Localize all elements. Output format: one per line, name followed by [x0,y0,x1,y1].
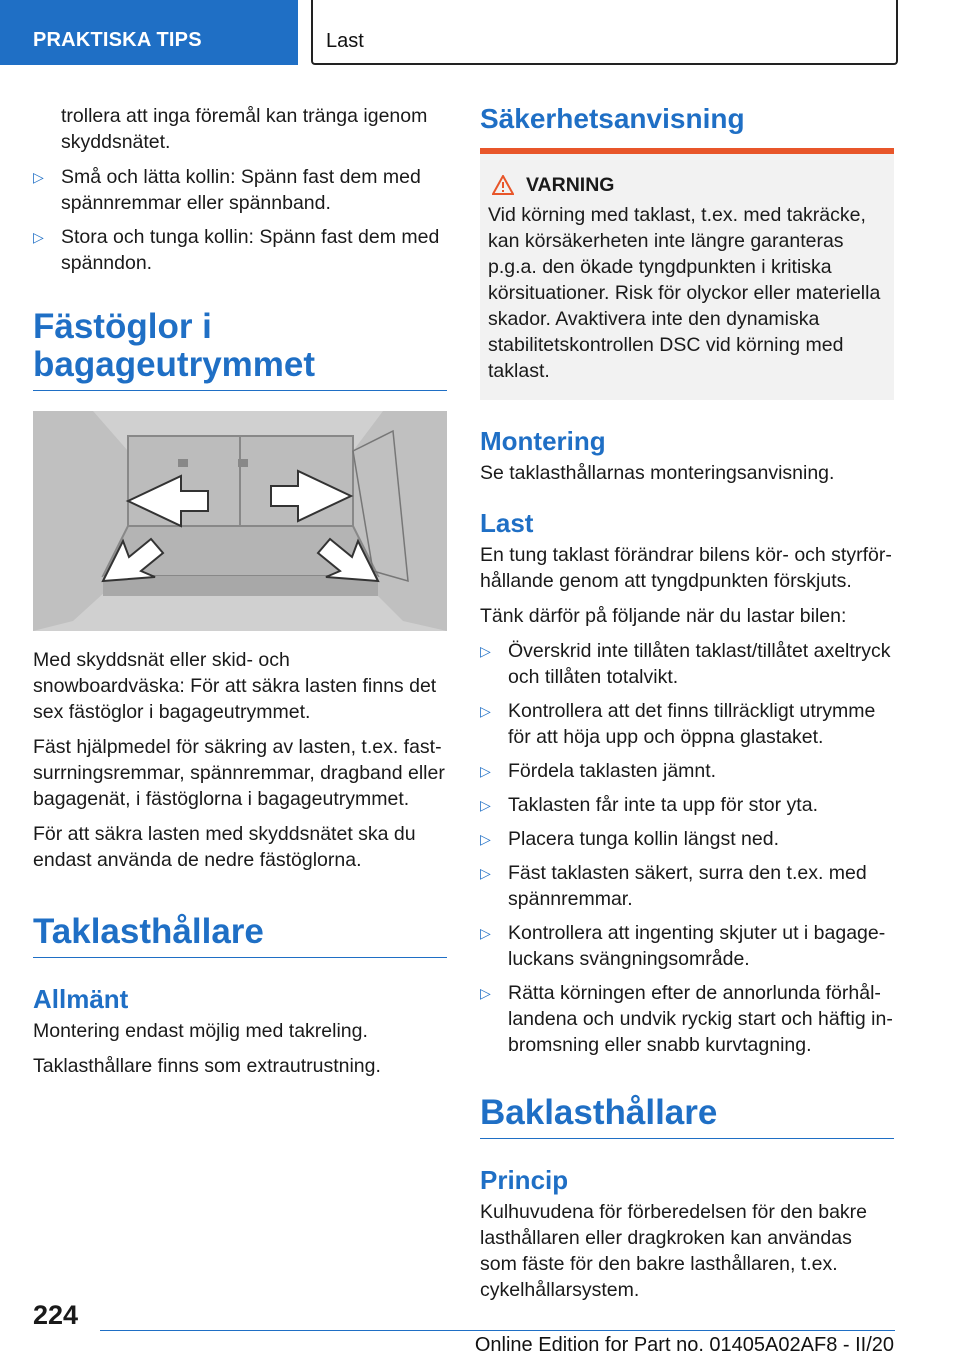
warning-box [480,148,894,400]
triangle-bullet-icon: ▷ [480,643,491,659]
continued-text: trollera att inga föremål kan tränga igenom skyddsnätet. [61,105,428,153]
triangle-bullet-icon: ▷ [480,703,491,719]
list-item: ▷ Fäst taklasten säkert, surra den t.ex. med spännremmar. [480,862,867,910]
paragraph: För att säkra lasten med skyddsnätet ska du endast använda de nedre fästöglorna. [33,823,416,871]
paragraph: Tänk därför på följande när du lastar bilen: [480,605,847,627]
heading-montering: Montering [480,426,606,456]
list-item: ▷ Taklasten får inte ta upp för stor yta. [480,794,818,816]
heading-taklasthallare: Taklasthållare [33,913,447,958]
triangle-bullet-icon: ▷ [480,925,491,941]
page-number: 224 [33,1300,79,1330]
footer-edition: Online Edition for Part no. 01405A02AF8 - II/20 [474,1334,894,1356]
header-section-label: PRAKTISKA TIPS [33,29,202,51]
warning-title: VARNING [488,172,886,198]
list-item: ▷ Placera tunga kollin längst ned. [480,828,780,850]
warning-text: Vid körning med taklast, t.ex. med takräcke, kan körsäkerheten inte längre garanteras p.g.a. den ökade tyngdpunkten i kritiska körsituationer. Risk för olyckor eller materiella skador. Avaktivera inte den dynamiska stabilitetskontrollen DSC vid körning med taklast. [488,204,881,382]
footer-divider [100,1330,895,1331]
heading-princip: Princip [480,1165,569,1195]
left-column [33,103,447,1088]
triangle-bullet-icon: ▷ [480,763,491,779]
paragraph: Taklasthållare finns som extrautrustning. [33,1055,381,1077]
paragraph: En tung taklast förändrar bilens kör- och styrförhållande genom att tyngdpunkten förskjuts. [480,544,892,592]
heading-fastoglor: Fästöglor i bagageutrymmet [33,308,447,391]
heading-baklasthallare: Baklasthållare [480,1094,894,1139]
warning-triangle-icon [492,175,514,195]
header-chapter-tab [311,0,898,65]
triangle-bullet-icon: ▷ [480,831,491,847]
paragraph: Kulhuvudena för förberedelsen för den bakre lasthållaren eller dragkroken kan användas som fäste för den bakre lasthållaren, t.ex. cykelhållarsystem. [480,1201,868,1301]
header-chapter-label: Last [326,30,364,52]
list-item: ▷ Överskrid inte tillåten taklast/tillåtet axeltryck och tillåten totalvikt. [480,640,891,688]
triangle-bullet-icon: ▷ [480,865,491,881]
paragraph: Montering endast möjlig med takreling. [33,1020,368,1042]
right-column [480,103,894,1312]
paragraph: Med skyddsnät eller skid- och snowboardväska: För att säkra lasten finns det sex fästöglor i bagageutrymmet. [33,649,437,723]
list-item: ▷ Rätta körningen efter de annorlunda förhållandena och undvik ryckig start och häftig inbromsning eller snabb kurvtagning. [480,982,893,1056]
list-item: ▷ Kontrollera att det finns tillräckligt utrymme för att höja upp och öppna glastaket. [480,700,876,748]
heading-allmant: Allmänt [33,984,129,1014]
header-section-tab [0,0,298,65]
list-item: ▷ Små och lätta kollin: Spänn fast dem med spännremmar eller spännband. [33,166,421,214]
paragraph: Fäst hjälpmedel för säkring av lasten, t.ex. fastsurrningsremmar, spännremmar, dragband eller bagagenät, i fästöglorna i bagageutrymmet. [33,736,445,810]
triangle-bullet-icon: ▷ [480,797,491,813]
paragraph: Se taklasthållarnas monteringsanvisning. [480,462,835,484]
triangle-bullet-icon: ▷ [480,985,491,1001]
heading-sakerhetsanvisning: Säkerhetsanvisning [480,103,745,134]
heading-last: Last [480,508,534,538]
trunk-photo [33,411,447,631]
list-item: ▷ Fördela taklasten jämnt. [480,760,717,782]
list-item: ▷ Stora och tunga kollin: Spänn fast dem med spänndon. [33,226,440,274]
triangle-bullet-icon: ▷ [33,169,44,185]
list-item: ▷ Kontrollera att ingenting skjuter ut i bagageluckans svängningsområde. [480,922,886,970]
triangle-bullet-icon: ▷ [33,229,44,245]
